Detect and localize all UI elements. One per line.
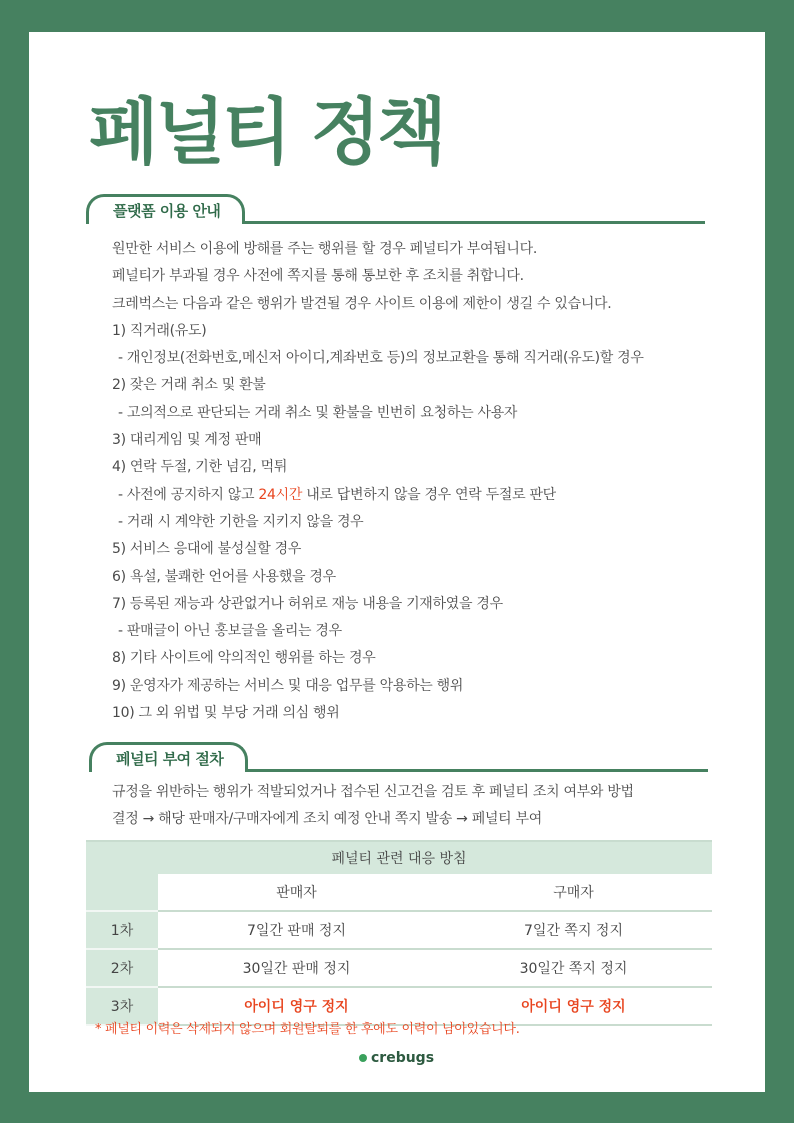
procedure-line: 규정을 위반하는 행위가 적발되었거나 접수된 신고건을 검토 후 페널티 조치 여부와 방법 bbox=[112, 784, 634, 800]
row-label: 1차 bbox=[86, 911, 158, 949]
document-page bbox=[29, 32, 765, 1092]
buyer-penalty: 30일간 쪽지 정지 bbox=[435, 949, 712, 987]
column-header-buyer: 구매자 bbox=[435, 874, 712, 911]
table-row bbox=[86, 949, 712, 987]
list-item: 6) 욕설, 불쾌한 언어를 사용했을 경우 bbox=[112, 568, 336, 585]
list-subitem: - 개인정보(전화번호,메신저 아이디,계좌번호 등)의 정보교환을 통해 직거래(유도)할 경우 bbox=[118, 350, 644, 367]
section-header-platform bbox=[86, 194, 705, 224]
section-header-procedure bbox=[89, 742, 708, 772]
procedure-line: 결정 → 해당 판매자/구매자에게 조치 예정 안내 쪽지 발송 → 페널티 부여 bbox=[112, 811, 542, 828]
text: - 사전에 공지하지 않고 bbox=[118, 486, 259, 503]
seller-penalty: 30일간 판매 정지 bbox=[158, 949, 435, 987]
table-caption: 페널티 관련 대응 방침 bbox=[86, 841, 712, 874]
buyer-penalty: 아이디 영구 정지 bbox=[435, 987, 712, 1025]
platform-guide-list bbox=[112, 236, 644, 727]
section-title: 페널티 부여 절차 bbox=[89, 742, 248, 772]
list-item: 9) 운영자가 제공하는 서비스 및 대응 업무를 악용하는 행위 bbox=[112, 677, 464, 694]
highlight-24h: 24시간 bbox=[258, 486, 303, 503]
page-title: 페널티 정책 bbox=[89, 90, 444, 174]
footnote: * 페널티 이력은 삭제되지 않으며 회원탈퇴를 한 후에도 이력이 남아있습니다. bbox=[95, 1022, 520, 1037]
intro-line: 크레벅스는 다음과 같은 행위가 발견될 경우 사이트 이용에 제한이 생길 수 있습니다. bbox=[112, 295, 612, 312]
list-subitem: - 판매글이 아닌 홍보글을 올리는 경우 bbox=[118, 623, 342, 640]
list-item: 8) 기타 사이트에 악의적인 행위를 하는 경우 bbox=[112, 650, 376, 667]
list-item: 10) 그 외 위법 및 부당 거래 의심 행위 bbox=[112, 705, 340, 722]
section-title: 플랫폼 이용 안내 bbox=[86, 194, 245, 224]
list-subitem bbox=[112, 482, 644, 509]
list-item: 3) 대리게임 및 계정 판매 bbox=[112, 432, 262, 449]
penalty-table bbox=[86, 840, 712, 1026]
list-subitem: - 고의적으로 판단되는 거래 취소 및 환불을 빈번히 요청하는 사용자 bbox=[118, 404, 518, 421]
intro-line: 원만한 서비스 이용에 방해를 주는 행위를 할 경우 페널티가 부여됩니다. bbox=[112, 241, 537, 257]
buyer-penalty: 7일간 쪽지 정지 bbox=[435, 911, 712, 949]
column-header-seller: 판매자 bbox=[158, 874, 435, 911]
seller-penalty: 아이디 영구 정지 bbox=[158, 987, 435, 1025]
row-label: 2차 bbox=[86, 949, 158, 987]
crebugs-logo bbox=[359, 1050, 434, 1066]
procedure-text bbox=[112, 779, 634, 834]
list-item: 4) 연락 두절, 기한 넘김, 먹튀 bbox=[112, 459, 288, 476]
seller-penalty: 7일간 판매 정지 bbox=[158, 911, 435, 949]
text: 내로 답변하지 않을 경우 연락 두절로 판단 bbox=[302, 486, 556, 503]
intro-line: 페널티가 부과될 경우 사전에 쪽지를 통해 통보한 후 조치를 취합니다. bbox=[112, 268, 524, 285]
list-item: 7) 등록된 재능과 상관없거나 허위로 재능 내용을 기재하였을 경우 bbox=[112, 595, 503, 612]
list-item: 2) 잦은 거래 취소 및 환불 bbox=[112, 377, 266, 394]
logo-mark-icon bbox=[359, 1054, 367, 1062]
list-subitem: - 거래 시 계약한 기한을 지키지 않을 경우 bbox=[118, 513, 364, 530]
row-label: 3차 bbox=[86, 987, 158, 1025]
list-item: 5) 서비스 응대에 불성실할 경우 bbox=[112, 541, 302, 558]
list-item: 1) 직거래(유도) bbox=[112, 322, 207, 339]
table-corner bbox=[86, 874, 158, 911]
logo-text: crebugs bbox=[371, 1050, 435, 1066]
table-row bbox=[86, 911, 712, 949]
